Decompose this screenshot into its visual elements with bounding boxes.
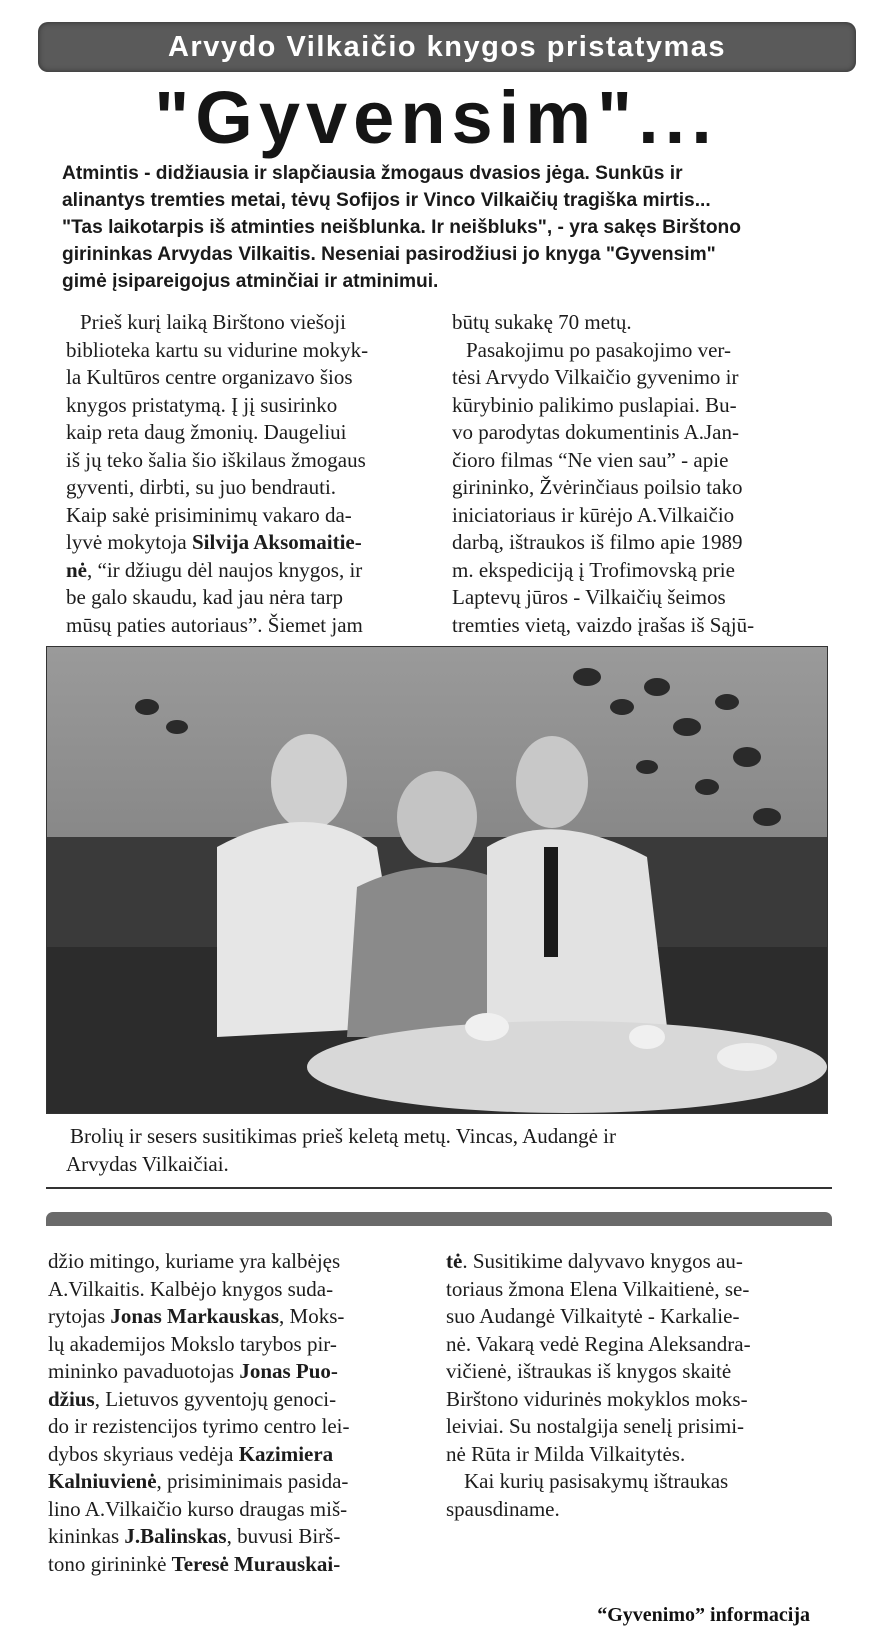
article-column-2: [452, 309, 832, 639]
text-run: tono girininkė: [48, 1551, 172, 1576]
continuation-bar: [46, 1212, 832, 1226]
text-run: kininkas: [48, 1524, 125, 1548]
text-run: , Lietuvos gyventojų genoci-: [94, 1386, 337, 1411]
text-line: la Kultūros centre organizavo šios: [66, 365, 353, 389]
text-line: [48, 1386, 428, 1414]
caption-line: Arvydas Vilkaičiai.: [66, 1152, 229, 1176]
person-name: Jonas Markauskas: [110, 1304, 280, 1328]
text-line: [48, 1441, 428, 1469]
text-run: , buvusi Birš-: [226, 1524, 341, 1548]
text-line: tremties vietą, vaizdo įrašas iš Sąjū-: [452, 612, 755, 637]
text-run: lyvė mokytoja: [66, 530, 192, 554]
text-line: [66, 557, 426, 585]
text-line: [446, 1248, 826, 1276]
text-run: , Moks-: [279, 1304, 345, 1328]
text-line: spausdiname.: [446, 1496, 560, 1521]
lead-line: Atmintis - didžiausia ir slapčiausia žmogaus dvasios jėga. Sunkūs ir: [62, 163, 683, 184]
person-name: Jonas Puo-: [239, 1359, 338, 1383]
text-line: toriaus žmona Elena Vilkaitienė, se-: [446, 1276, 750, 1301]
text-line: [48, 1468, 428, 1496]
text-line: lino A.Vilkaičio kurso draugas miš-: [48, 1496, 348, 1521]
article-column-4: [446, 1248, 826, 1523]
text-line: [48, 1551, 428, 1579]
text-line: kūrybinio palikimo puslapiai. Bu-: [452, 392, 737, 417]
text-line: [48, 1523, 428, 1551]
text-line: mūsų paties autoriaus”. Šiemet jam: [66, 612, 363, 637]
text-run: mininko pavaduotojas: [48, 1359, 240, 1383]
text-line: būtų sukakę 70 metų.: [452, 310, 632, 334]
person-name: Silvija Aksomaitie-: [191, 530, 362, 554]
text-line: gyventi, dirbti, su juo bendrauti.: [66, 475, 337, 499]
lead-line: gimė įsipareigojus atminčiai ir atminimui.: [62, 271, 439, 292]
text-line: [48, 1358, 428, 1386]
text-line: vičienė, ištraukas iš knygos skaitė: [446, 1359, 732, 1383]
photo-illustration: [47, 647, 827, 1113]
text-line: girininko, Žvėrinčiaus poilsio tako: [452, 475, 743, 499]
text-line: nė Rūta ir Milda Vilkaitytės.: [446, 1441, 686, 1466]
person-name: J.Balinskas: [124, 1524, 227, 1548]
article-column-1: [66, 309, 426, 639]
text-line: nė. Vakarą vedė Regina Aleksandra-: [446, 1331, 751, 1356]
text-line: iš jų teko šalia šio iškilaus žmogaus: [66, 447, 366, 472]
text-line: [48, 1303, 428, 1331]
person-name: Kalniuvienė: [48, 1469, 157, 1493]
lead-line: girininkas Arvydas Vilkaitis. Neseniai pasirodžiusi jo knyga "Gyvensim": [62, 244, 716, 265]
text-line: Kai kurių pasisakymų ištraukas: [464, 1469, 729, 1493]
text-run: rytojas: [48, 1304, 111, 1328]
text-line: čioro filmas “Ne vien sau” - apie: [452, 447, 729, 472]
header-title: Arvydo Vilkaičio knygos pristatymas: [167, 30, 727, 63]
text-line: Pasakojimu po pasakojimo ver-: [466, 337, 731, 362]
text-run: . Susitikime dalyvavo knygos au-: [462, 1249, 743, 1273]
person-name: Kazimiera: [238, 1441, 334, 1466]
person-name: nė: [66, 557, 87, 582]
text-run: , “ir džiugu dėl naujos knygos, ir: [87, 557, 363, 582]
text-line: kaip reta daug žmonių. Daugeliui: [66, 420, 347, 444]
text-line: leiviai. Su nostalgija senelį prisimi-: [446, 1414, 745, 1438]
person-name: Teresė Murauskai-: [171, 1551, 341, 1576]
lead-paragraph: [62, 160, 852, 295]
text-line: m. ekspediciją į Trofimovską prie: [452, 557, 735, 582]
text-line: [66, 529, 426, 557]
person-name: tė: [446, 1249, 463, 1273]
text-line: darbą, ištraukos iš filmo apie 1989: [452, 530, 743, 554]
text-line: Birštono vidurinės mokyklos moks-: [446, 1386, 748, 1411]
text-line: Prieš kurį laiką Birštono viešoji: [80, 310, 346, 334]
photo-caption: [66, 1122, 850, 1178]
lead-line: "Tas laikotarpis iš atminties neišblunka. Ir neišbluks", - yra sakęs Birštono: [62, 217, 741, 238]
text-run: , prisiminimais pasida-: [156, 1469, 349, 1493]
lead-line: alinantys tremties metai, tėvų Sofijos ir Vinco Vilkaičių tragiška mirtis...: [62, 190, 711, 211]
author-signature: “Gyvenimo” informacija: [597, 1604, 810, 1626]
divider: [46, 1187, 832, 1189]
person-name: džius: [48, 1386, 95, 1411]
text-run: dybos skyriaus vedėja: [48, 1441, 239, 1466]
text-line: iniciatoriaus ir kūrėjo A.Vilkaičio: [452, 502, 735, 527]
photo: [46, 646, 828, 1114]
text-line: knygos pristatymą. Į jį susirinko: [66, 392, 338, 417]
article-column-3: [48, 1248, 428, 1578]
text-line: A.Vilkaitis. Kalbėjo knygos suda-: [48, 1276, 334, 1301]
header-banner: [38, 22, 856, 72]
text-line: džio mitingo, kuriame yra kalbėjęs: [48, 1249, 341, 1273]
text-line: tėsi Arvydo Vilkaičio gyvenimo ir: [452, 365, 739, 389]
text-line: vo parodytas dokumentinis A.Jan-: [452, 420, 739, 444]
text-line: lų akademijos Mokslo tarybos pir-: [48, 1331, 337, 1356]
caption-line: Brolių ir sesers susitikimas prieš keletą metų. Vincas, Audangė ir: [70, 1124, 616, 1148]
text-line: be galo skaudu, kad jau nėra tarp: [66, 585, 343, 609]
text-line: Kaip sakė prisiminimų vakaro da-: [66, 502, 352, 527]
text-line: Laptevų jūros - Vilkaičių šeimos: [452, 585, 726, 609]
text-line: do ir rezistencijos tyrimo centro lei-: [48, 1414, 350, 1438]
headline: "Gyvensim"...: [154, 76, 718, 159]
text-line: biblioteka kartu su vidurine mokyk-: [66, 337, 369, 362]
text-line: suo Audangė Vilkaitytė - Karkalie-: [446, 1304, 740, 1328]
